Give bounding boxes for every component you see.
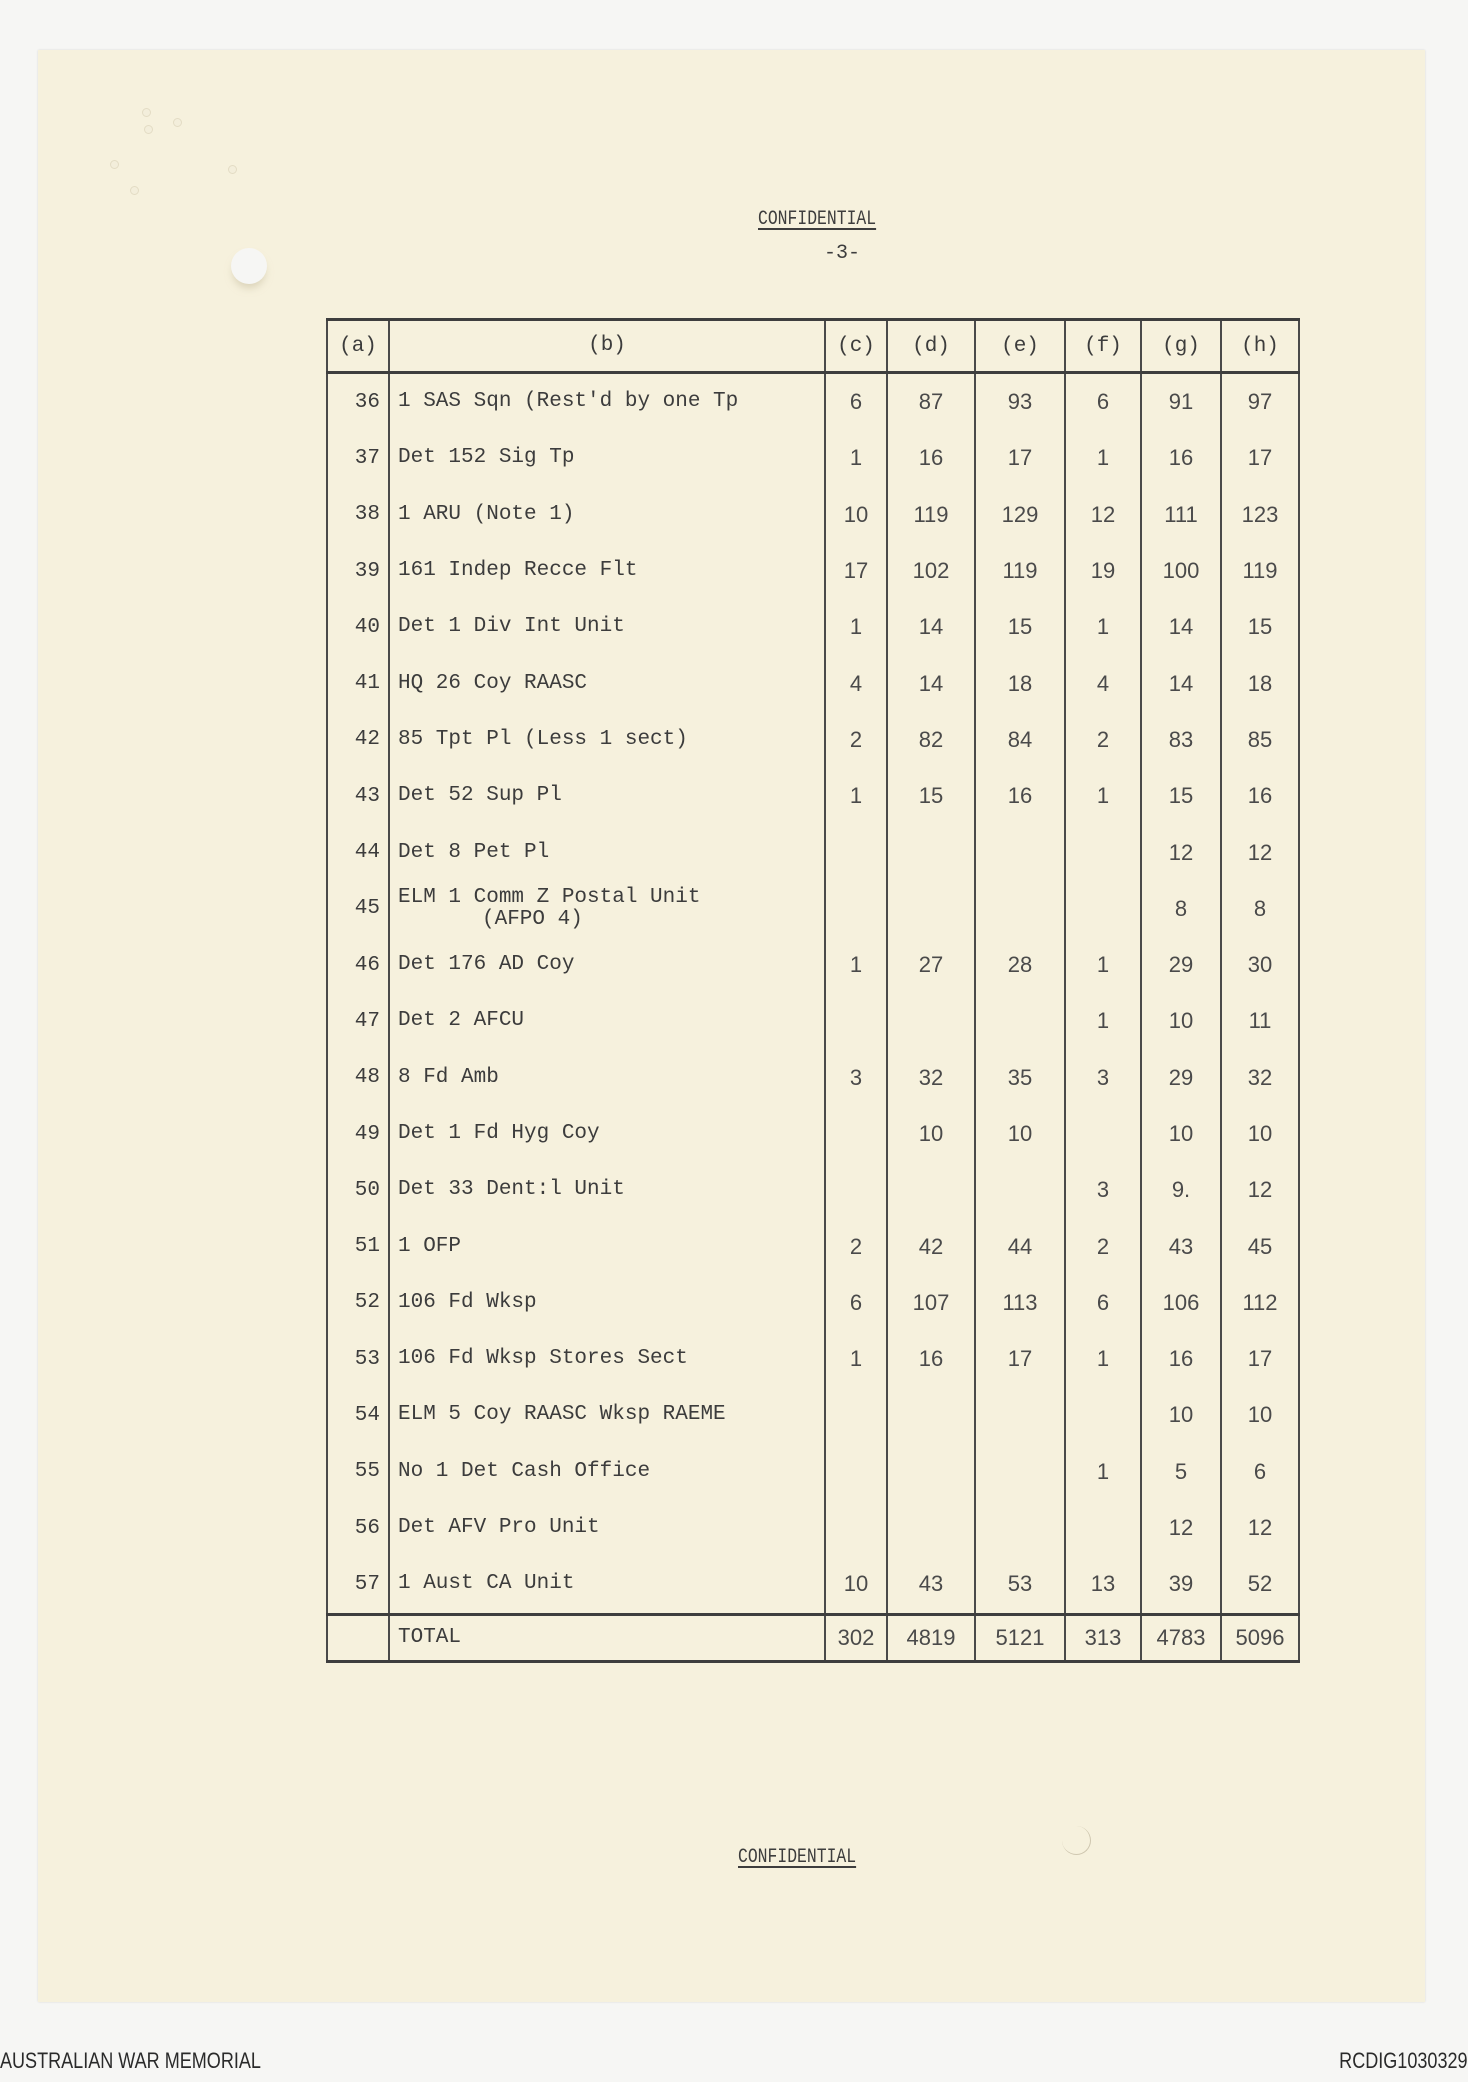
table-row xyxy=(327,543,1299,599)
value-d: 87 xyxy=(887,373,975,431)
table-row xyxy=(327,655,1299,711)
unit-name: 106 Fd Wksp Stores Sect xyxy=(398,1347,688,1371)
table-row xyxy=(327,430,1299,486)
value-f xyxy=(1065,881,1141,937)
unit-name-cell xyxy=(389,373,825,431)
table-row xyxy=(327,1218,1299,1274)
value-f: 2 xyxy=(1065,712,1141,768)
value-c: 6 xyxy=(825,373,887,431)
unit-name: ELM 1 Comm Z Postal Unit xyxy=(398,885,701,909)
serial-number: 43 xyxy=(327,768,389,824)
value-f: 13 xyxy=(1065,1556,1141,1614)
value-g: 91 xyxy=(1141,373,1221,431)
table-row xyxy=(327,599,1299,655)
serial-number: 38 xyxy=(327,487,389,543)
value-g: 39 xyxy=(1141,1556,1221,1614)
column-header-b: (b) xyxy=(389,320,825,373)
value-e xyxy=(975,881,1065,937)
pin-mark xyxy=(110,160,119,169)
unit-name-cell xyxy=(389,1500,825,1556)
serial-number: 54 xyxy=(327,1387,389,1443)
value-e: 93 xyxy=(975,373,1065,431)
value-g: 10 xyxy=(1141,993,1221,1049)
table-row xyxy=(327,1387,1299,1443)
value-d: 14 xyxy=(887,599,975,655)
value-e: 129 xyxy=(975,487,1065,543)
table-row xyxy=(327,487,1299,543)
value-e: 113 xyxy=(975,1275,1065,1331)
value-h: 6 xyxy=(1221,1444,1299,1500)
total-f: 313 xyxy=(1065,1614,1141,1661)
column-header-h: (h) xyxy=(1221,320,1299,373)
serial-number: 55 xyxy=(327,1444,389,1500)
serial-number: 47 xyxy=(327,993,389,1049)
unit-name: 1 SAS Sqn (Rest'd by one Tp xyxy=(398,390,739,414)
value-c xyxy=(825,1106,887,1162)
total-c: 302 xyxy=(825,1614,887,1661)
value-e: 17 xyxy=(975,430,1065,486)
value-f: 1 xyxy=(1065,1444,1141,1500)
value-c xyxy=(825,1387,887,1443)
table-row xyxy=(327,1106,1299,1162)
value-c: 1 xyxy=(825,1331,887,1387)
column-header-e: (e) xyxy=(975,320,1065,373)
value-c: 1 xyxy=(825,768,887,824)
value-e: 35 xyxy=(975,1050,1065,1106)
unit-name: Det 176 AD Coy xyxy=(398,953,575,977)
total-d: 4819 xyxy=(887,1614,975,1661)
value-c xyxy=(825,1162,887,1218)
stray-pencil-mark xyxy=(1062,1826,1091,1855)
value-c: 10 xyxy=(825,1556,887,1614)
unit-name: Det 52 Sup Pl xyxy=(398,784,562,808)
serial-number: 37 xyxy=(327,430,389,486)
value-c xyxy=(825,824,887,880)
value-h: 15 xyxy=(1221,599,1299,655)
value-g: 5 xyxy=(1141,1444,1221,1500)
value-e: 17 xyxy=(975,1331,1065,1387)
serial-number: 41 xyxy=(327,655,389,711)
value-c: 1 xyxy=(825,599,887,655)
value-h: 32 xyxy=(1221,1050,1299,1106)
value-c: 2 xyxy=(825,712,887,768)
value-e: 84 xyxy=(975,712,1065,768)
unit-name-cell xyxy=(389,1162,825,1218)
unit-name: 1 ARU (Note 1) xyxy=(398,502,575,526)
punch-hole xyxy=(231,248,267,284)
value-f xyxy=(1065,1500,1141,1556)
value-f: 3 xyxy=(1065,1050,1141,1106)
strength-table xyxy=(326,318,1300,1663)
value-g: 8 xyxy=(1141,881,1221,937)
value-e xyxy=(975,993,1065,1049)
value-g: 10 xyxy=(1141,1106,1221,1162)
value-g: 12 xyxy=(1141,824,1221,880)
table-row xyxy=(327,1556,1299,1614)
table-header-row xyxy=(327,320,1299,373)
value-d: 102 xyxy=(887,543,975,599)
total-h: 5096 xyxy=(1221,1614,1299,1661)
value-h: 119 xyxy=(1221,543,1299,599)
value-d: 16 xyxy=(887,430,975,486)
value-h: 112 xyxy=(1221,1275,1299,1331)
unit-name-cell xyxy=(389,937,825,993)
value-c xyxy=(825,881,887,937)
value-f: 1 xyxy=(1065,1331,1141,1387)
unit-name: Det 8 Pet Pl xyxy=(398,840,550,864)
pin-mark xyxy=(228,165,237,174)
table-row xyxy=(327,937,1299,993)
serial-number: 51 xyxy=(327,1218,389,1274)
unit-name: Det 1 Div Int Unit xyxy=(398,615,625,639)
table-row xyxy=(327,993,1299,1049)
value-g: 111 xyxy=(1141,487,1221,543)
value-e: 44 xyxy=(975,1218,1065,1274)
table-row xyxy=(327,1275,1299,1331)
value-e: 28 xyxy=(975,937,1065,993)
value-f: 6 xyxy=(1065,373,1141,431)
value-d xyxy=(887,1444,975,1500)
value-d: 15 xyxy=(887,768,975,824)
page-number: -3- xyxy=(824,242,861,265)
table-row xyxy=(327,881,1299,937)
unit-name: Det 33 Dent:l Unit xyxy=(398,1178,625,1202)
value-g: 83 xyxy=(1141,712,1221,768)
value-h: 10 xyxy=(1221,1106,1299,1162)
serial-number: 56 xyxy=(327,1500,389,1556)
unit-name-cell xyxy=(389,824,825,880)
value-h: 45 xyxy=(1221,1218,1299,1274)
value-g: 43 xyxy=(1141,1218,1221,1274)
serial-number: 44 xyxy=(327,824,389,880)
value-d: 10 xyxy=(887,1106,975,1162)
unit-name-cell xyxy=(389,1050,825,1106)
serial-number: 48 xyxy=(327,1050,389,1106)
table-row xyxy=(327,1050,1299,1106)
value-e xyxy=(975,1500,1065,1556)
serial-number: 39 xyxy=(327,543,389,599)
value-d: 107 xyxy=(887,1275,975,1331)
value-c: 4 xyxy=(825,655,887,711)
value-h: 11 xyxy=(1221,993,1299,1049)
pin-mark xyxy=(130,186,139,195)
value-h: 16 xyxy=(1221,768,1299,824)
total-row xyxy=(327,1614,1299,1661)
total-serial-cell xyxy=(327,1614,389,1661)
table-body xyxy=(327,373,1299,1615)
value-c: 3 xyxy=(825,1050,887,1106)
value-d xyxy=(887,824,975,880)
column-header-g: (g) xyxy=(1141,320,1221,373)
value-h: 17 xyxy=(1221,430,1299,486)
serial-number: 40 xyxy=(327,599,389,655)
value-h: 97 xyxy=(1221,373,1299,431)
total-e: 5121 xyxy=(975,1614,1065,1661)
value-c xyxy=(825,993,887,1049)
column-header-a: (a) xyxy=(327,320,389,373)
value-e xyxy=(975,824,1065,880)
value-h: 123 xyxy=(1221,487,1299,543)
value-d xyxy=(887,993,975,1049)
value-d xyxy=(887,1162,975,1218)
unit-name-cell xyxy=(389,1444,825,1500)
table-row xyxy=(327,1331,1299,1387)
value-c xyxy=(825,1444,887,1500)
unit-name-cell xyxy=(389,712,825,768)
value-g: 15 xyxy=(1141,768,1221,824)
value-c: 17 xyxy=(825,543,887,599)
serial-number: 49 xyxy=(327,1106,389,1162)
unit-name-cell xyxy=(389,1106,825,1162)
unit-name: Det 152 Sig Tp xyxy=(398,446,575,470)
unit-name-cell xyxy=(389,1387,825,1443)
total-label: TOTAL xyxy=(389,1614,825,1661)
column-header-c: (c) xyxy=(825,320,887,373)
value-e: 16 xyxy=(975,768,1065,824)
archive-institution: AUSTRALIAN WAR MEMORIAL xyxy=(0,2048,261,2073)
value-c: 1 xyxy=(825,430,887,486)
value-g: 100 xyxy=(1141,543,1221,599)
unit-name-cell xyxy=(389,1556,825,1614)
value-f: 4 xyxy=(1065,655,1141,711)
value-d: 27 xyxy=(887,937,975,993)
value-c xyxy=(825,1500,887,1556)
unit-name-cell xyxy=(389,1331,825,1387)
value-h: 30 xyxy=(1221,937,1299,993)
unit-name: No 1 Det Cash Office xyxy=(398,1459,651,1483)
table-row xyxy=(327,1444,1299,1500)
value-e: 18 xyxy=(975,655,1065,711)
value-h: 12 xyxy=(1221,1500,1299,1556)
unit-name: ELM 5 Coy RAASC Wksp RAEME xyxy=(398,1403,726,1427)
footer-classification: CONFIDENTIAL xyxy=(738,1846,857,1869)
value-f: 3 xyxy=(1065,1162,1141,1218)
value-h: 12 xyxy=(1221,1162,1299,1218)
header-classification: CONFIDENTIAL xyxy=(758,208,877,231)
unit-name: Det 2 AFCU xyxy=(398,1009,525,1033)
unit-name: 1 OFP xyxy=(398,1234,462,1258)
unit-name-cell xyxy=(389,543,825,599)
value-d: 16 xyxy=(887,1331,975,1387)
value-g: 106 xyxy=(1141,1275,1221,1331)
unit-name-continuation: (AFPO 4) xyxy=(482,907,583,931)
table-row xyxy=(327,768,1299,824)
value-f xyxy=(1065,824,1141,880)
value-g: 16 xyxy=(1141,430,1221,486)
value-g: 16 xyxy=(1141,1331,1221,1387)
value-e: 10 xyxy=(975,1106,1065,1162)
value-d xyxy=(887,881,975,937)
unit-name: 1 Aust CA Unit xyxy=(398,1572,575,1596)
unit-name-cell xyxy=(389,1218,825,1274)
value-c: 6 xyxy=(825,1275,887,1331)
value-d: 32 xyxy=(887,1050,975,1106)
pin-mark xyxy=(144,125,153,134)
serial-number: 52 xyxy=(327,1275,389,1331)
serial-number: 46 xyxy=(327,937,389,993)
unit-name: 8 Fd Amb xyxy=(398,1065,499,1089)
value-c: 2 xyxy=(825,1218,887,1274)
unit-name-cell xyxy=(389,881,825,937)
value-c: 1 xyxy=(825,937,887,993)
value-f: 1 xyxy=(1065,993,1141,1049)
value-d xyxy=(887,1500,975,1556)
unit-name-cell xyxy=(389,655,825,711)
serial-number: 36 xyxy=(327,373,389,431)
value-d: 14 xyxy=(887,655,975,711)
value-h: 12 xyxy=(1221,824,1299,880)
value-g: 10 xyxy=(1141,1387,1221,1443)
value-f xyxy=(1065,1387,1141,1443)
value-h: 85 xyxy=(1221,712,1299,768)
value-f: 1 xyxy=(1065,599,1141,655)
value-e: 15 xyxy=(975,599,1065,655)
value-f: 1 xyxy=(1065,430,1141,486)
value-f: 1 xyxy=(1065,768,1141,824)
value-d: 82 xyxy=(887,712,975,768)
value-g: 9. xyxy=(1141,1162,1221,1218)
value-f xyxy=(1065,1106,1141,1162)
total-g: 4783 xyxy=(1141,1614,1221,1661)
archive-record-id: RCDIG1030329 xyxy=(1339,2048,1468,2073)
serial-number: 42 xyxy=(327,712,389,768)
value-g: 14 xyxy=(1141,599,1221,655)
value-e: 119 xyxy=(975,543,1065,599)
table-row xyxy=(327,1162,1299,1218)
value-f: 1 xyxy=(1065,937,1141,993)
value-g: 12 xyxy=(1141,1500,1221,1556)
value-h: 52 xyxy=(1221,1556,1299,1614)
unit-name: Det 1 Fd Hyg Coy xyxy=(398,1122,600,1145)
serial-number: 45 xyxy=(327,881,389,937)
pin-mark xyxy=(173,118,182,127)
value-e xyxy=(975,1162,1065,1218)
unit-name-cell xyxy=(389,768,825,824)
unit-name: 161 Indep Recce Flt xyxy=(398,559,638,583)
column-header-d: (d) xyxy=(887,320,975,373)
value-e xyxy=(975,1444,1065,1500)
value-h: 17 xyxy=(1221,1331,1299,1387)
serial-number: 57 xyxy=(327,1556,389,1614)
serial-number: 50 xyxy=(327,1162,389,1218)
value-f: 12 xyxy=(1065,487,1141,543)
unit-name: HQ 26 Coy RAASC xyxy=(398,671,588,695)
table-row xyxy=(327,712,1299,768)
value-f: 2 xyxy=(1065,1218,1141,1274)
value-g: 29 xyxy=(1141,937,1221,993)
value-d: 42 xyxy=(887,1218,975,1274)
value-d xyxy=(887,1387,975,1443)
value-c: 10 xyxy=(825,487,887,543)
unit-name-cell xyxy=(389,993,825,1049)
value-f: 19 xyxy=(1065,543,1141,599)
serial-number: 53 xyxy=(327,1331,389,1387)
unit-name: Det AFV Pro Unit xyxy=(398,1516,600,1540)
unit-name-cell xyxy=(389,599,825,655)
value-g: 14 xyxy=(1141,655,1221,711)
value-h: 18 xyxy=(1221,655,1299,711)
value-d: 119 xyxy=(887,487,975,543)
unit-name: 85 Tpt Pl (Less 1 sect) xyxy=(398,727,688,751)
column-header-f: (f) xyxy=(1065,320,1141,373)
value-f: 6 xyxy=(1065,1275,1141,1331)
table-row xyxy=(327,824,1299,880)
unit-name: 106 Fd Wksp xyxy=(398,1290,537,1314)
value-h: 10 xyxy=(1221,1387,1299,1443)
table-row xyxy=(327,1500,1299,1556)
unit-name-cell xyxy=(389,1275,825,1331)
unit-name-cell xyxy=(389,487,825,543)
value-e: 53 xyxy=(975,1556,1065,1614)
value-e xyxy=(975,1387,1065,1443)
value-d: 43 xyxy=(887,1556,975,1614)
unit-name-cell xyxy=(389,430,825,486)
value-g: 29 xyxy=(1141,1050,1221,1106)
pin-mark xyxy=(142,108,151,117)
table-row xyxy=(327,373,1299,431)
value-h: 8 xyxy=(1221,881,1299,937)
